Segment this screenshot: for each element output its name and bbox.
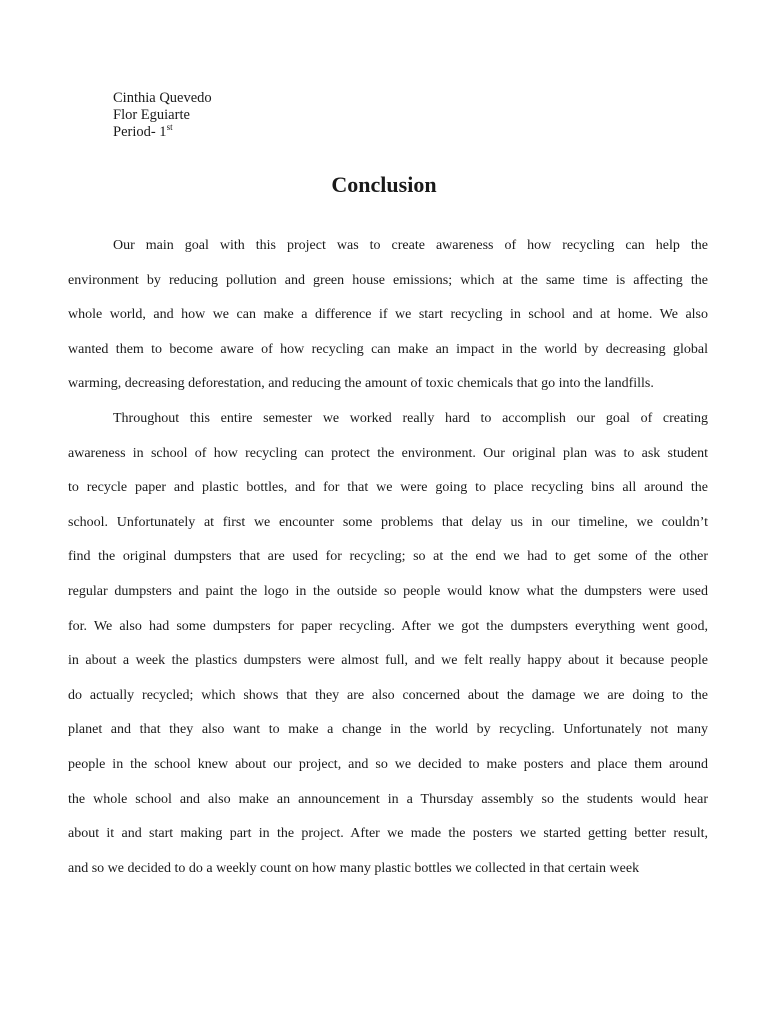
text-line: environment by reducing pollution and green house emissions; which at the same time is affecting the — [68, 272, 708, 288]
text-line: warming, decreasing deforestation, and reducing the amount of toxic chemicals that go into the landfills. — [68, 376, 654, 392]
text-line: Throughout this entire semester we worked really hard to accomplish our goal of creating — [113, 410, 708, 426]
class-period — [113, 124, 212, 141]
text-line: awareness in school of how recycling can protect the environment. Our original plan was to ask student — [68, 445, 708, 461]
document-title: Conclusion — [331, 172, 437, 197]
text-line: for. We also had some dumpsters for paper recycling. After we got the dumpsters everything went good, — [68, 618, 708, 634]
author-name-2: Flor Eguiarte — [113, 107, 190, 123]
text-line: school. Unfortunately at first we encounter some problems that delay us in our timeline, we couldn’t — [68, 514, 708, 530]
text-line: whole world, and how we can make a difference if we start recycling in school and at home. We also — [68, 307, 708, 323]
class-period-text: Period- 1 — [113, 124, 167, 140]
text-line: and so we decided to do a weekly count on how many plastic bottles we collected in that certain week — [68, 860, 640, 876]
text-line: about it and start making part in the project. After we made the posters we started getting better result, — [68, 826, 708, 842]
author-name-1: Cinthia Quevedo — [113, 90, 212, 106]
document-body — [68, 229, 708, 886]
text-line: the whole school and also make an announcement in a Thursday assembly so the students would hear — [68, 791, 708, 807]
text-line: to recycle paper and plastic bottles, and for that we were going to place recycling bins all around the — [68, 480, 708, 496]
document-header — [113, 90, 212, 141]
text-line: people in the school knew about our project, and so we decided to make posters and place them around — [68, 756, 708, 772]
text-line: do actually recycled; which shows that they are also concerned about the damage we are doing to the — [68, 687, 708, 703]
text-line: Our main goal with this project was to create awareness of how recycling can help the — [113, 238, 708, 253]
class-period-ordinal: st — [166, 122, 173, 132]
text-line: in about a week the plastics dumpsters were almost full, and we felt really happy about it because people — [68, 653, 708, 669]
text-line: planet and that they also want to make a change in the world by recycling. Unfortunately not many — [68, 722, 708, 738]
text-line: wanted them to become aware of how recycling can make an impact in the world by decreasing global — [68, 341, 708, 357]
paragraph-2 — [68, 402, 708, 886]
paragraph-1 — [68, 229, 708, 402]
text-line: regular dumpsters and paint the logo in the outside so people would know what the dumpsters were used — [68, 583, 708, 599]
text-line: find the original dumpsters that are used for recycling; so at the end we had to get some of the other — [68, 549, 708, 565]
